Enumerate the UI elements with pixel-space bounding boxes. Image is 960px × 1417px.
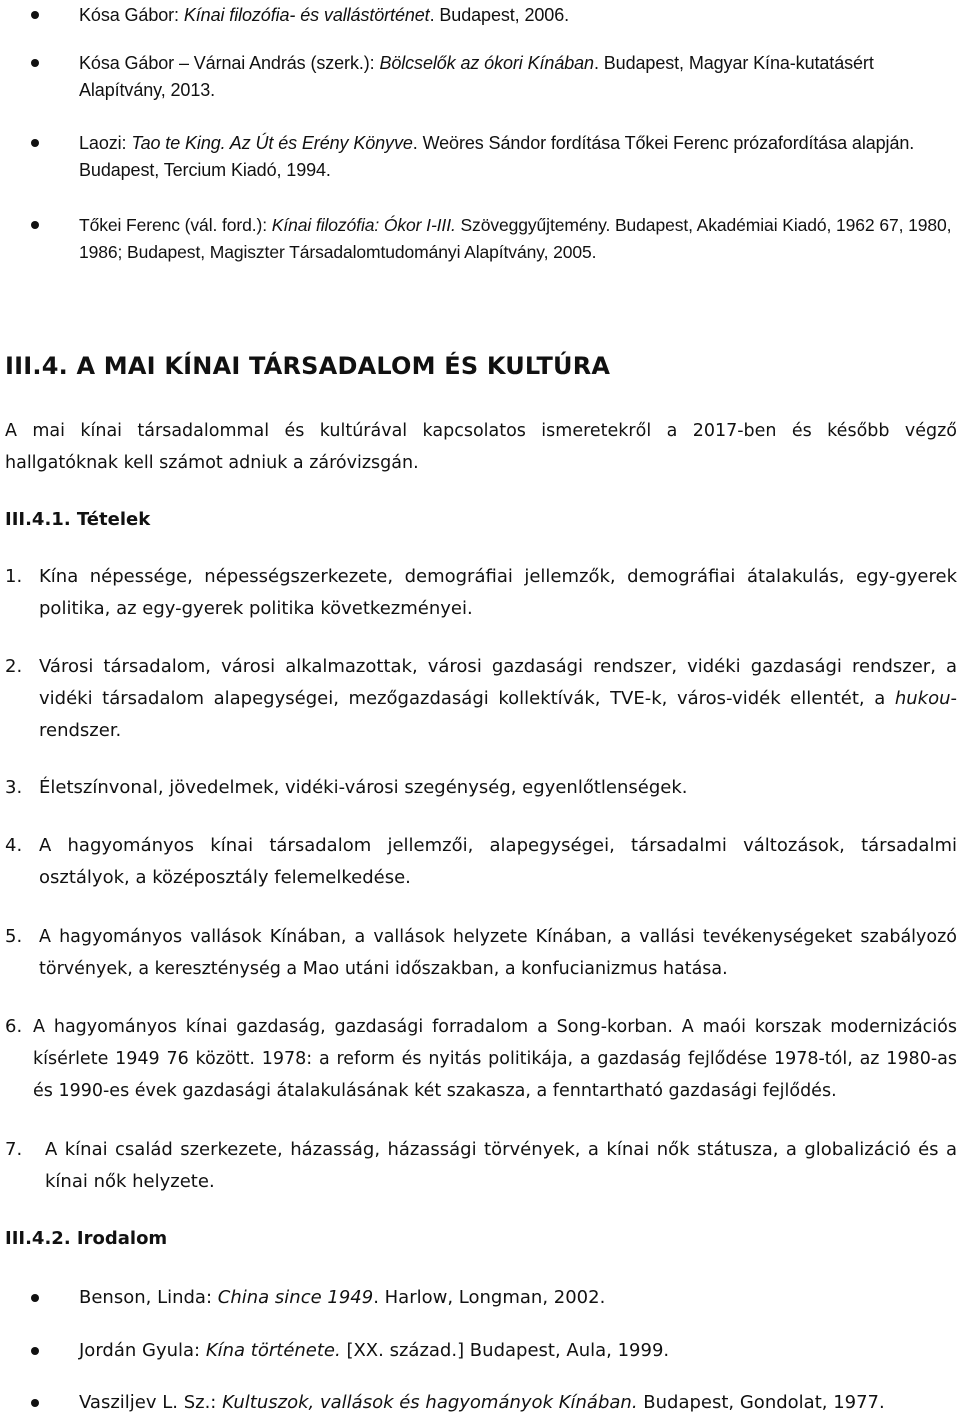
topic-number: 1. bbox=[5, 566, 23, 587]
topic-item bbox=[5, 921, 957, 985]
topic-text: A hagyományos kínai társadalom jellemzői, alapegységei, társadalmi változások, társadalmi osztályok, a középosztály felemelkedése. bbox=[39, 835, 957, 888]
bib-author: Tőkei Ferenc (vál. ford.): bbox=[79, 215, 272, 235]
topic-text: Városi társadalom, városi alkalmazottak, városi gazdasági rendszer, vidéki gazdasági rendszer, a vidéki társadalom alapegységei, mezőgazdasági kollektívák, TVE-k, város-vidék ellentét, a hukou-rendszer. bbox=[39, 656, 957, 741]
topic-number: 6. bbox=[5, 1016, 23, 1037]
topic-number: 5. bbox=[5, 926, 23, 947]
topic-item bbox=[5, 651, 957, 747]
bib-title: Bölcselők az ókori Kínában bbox=[379, 53, 594, 73]
bib-author: Laozi: bbox=[79, 133, 132, 153]
topic-item bbox=[5, 830, 957, 894]
document-page: Kósa Gábor: Kínai filozófia- és vallástörténet. Budapest, 2006. Kósa Gábor – Várnai András (szerk.): Bölcselők az ókori Kínában. Budapest, Magyar Kína-kutatásért Alapítvány, 2013. Laozi: Tao te King. Az Út és Erény Könyve. Weöres Sándor fordítása Tőkei Ferenc prózafordítása alapján. Budapest, Tercium Kiadó, 1994. Tőkei Ferenc (vál. ford.): Kínai filozófia: Ókor I-III. Szöveggyűjtemény. Budapest, Akadémiai Kiadó, 1962 67, 1980, 1986; Budapest, Magiszter Társadalomtudományi Alapítvány, 2005. III.4. A MAI KÍNAI TÁRSADALOM ÉS KULTÚRA A mai kínai társadalommal és kultúrával kapcsolatos ismeretekről a 2017-ben és később végző hallgatóknak kell számot adniuk a záróvizsgán. III.4.1. Tételek 1. Kína népessége, népességszerkezete, demográfiai jellemzők, demográfiai átalakulás, egy-gyerek politika, az egy-gyerek politika következményei. 2. Városi társadalom, városi alkalmazottak, városi gazdasági rendszer, vidéki gazdasági rendszer, a vidéki társadalom alapegységei, mezőgazdasági kollektívák, TVE-k, város-vidék ellentét, a hukou-rendszer. 3. Életszínvonal, jövedelmek, vidéki-városi szegénység, egyenlőtlenségek. 4. A hagyományos kínai társadalom jellemzői, alapegységei, társadalmi változások, társadalmi osztályok, a középosztály felemelkedése. 5. A hagyományos vallások Kínában, a vallások helyzete Kínában, a vallási tevékenységeket szabályozó törvények, a kereszténység a Mao utáni időszakban, a konfucianizmus hatása. 6. A hagyományos kínai gazdaság, gazdasági forradalom a Song-korban. A maói korszak modernizációs kísérlete 1949 76 között. 1978: a reform és nyitás politikája, a gazdaság fejlődése 1978-tól, az 1980-as és 1990-es évek gazdasági átalakulásának két szakasza, a fenntartható gazdasági fejlődés. 7. A kínai család szerkezete, házasság, házassági törvények, a kínai nők státusza, a globalizáció és a kínai nők helyzete. III.4.2. Irodalom Benson, Linda: China since 1949. Harlow, Longman, 2002. Jordán Gyula: Kína története. [XX. század.] Budapest, Aula, 1999. Vaszilјev L. Sz.: Kultuszok, vallások és hagyományok Kínában. Budapest, Gondolat, 1977. bbox=[5, 5, 957, 1413]
intro-paragraph: A mai kínai társadalommal és kultúrával kapcsolatos ismeretekről a 2017-ben és később végző hallgatóknak kell számot adniuk a záróvizsgán. bbox=[5, 421, 957, 473]
bib-publisher: . Weöres Sándor fordítása Tőkei Ferenc prózafordítása alapján. Budapest, Tercium Kiadó, 1994. bbox=[79, 133, 915, 180]
topic-number: 3. bbox=[5, 777, 23, 798]
topic-number: 4. bbox=[5, 835, 23, 856]
bib-title: Kínai filozófia: Ókor I-III. bbox=[271, 215, 456, 235]
bullet-icon bbox=[31, 11, 39, 19]
bib-title: Kínai filozófia- és vallástörténet bbox=[183, 5, 430, 25]
bullet-icon bbox=[31, 59, 39, 67]
bullet-icon bbox=[31, 1399, 39, 1407]
topic-number: 7. bbox=[5, 1139, 23, 1160]
bullet-icon bbox=[31, 1294, 39, 1302]
subheading-topics: III.4.1. Tételek bbox=[5, 509, 151, 530]
topic-text: A kínai család szerkezete, házasság, házassági törvények, a kínai nők státusza, a globalizáció és a kínai nők helyzete. bbox=[45, 1139, 957, 1192]
topic-text: A hagyományos kínai gazdaság, gazdasági forradalom a Song-korban. A maói korszak modernizációs kísérlete 1949 76 között. 1978: a reform és nyitás politikája, a gazdaság fejlődése 1978-tól, az 1980-as és 1990-es évek gazdasági átalakulásának két szakasza, a fenntartható gazdasági fejlődés. bbox=[33, 1017, 957, 1101]
topic-text: Kína népessége, népességszerkezete, demográfiai jellemzők, demográfiai átalakulás, egy-gyerek politika, az egy-gyerek politika következményei. bbox=[39, 566, 957, 619]
topic-item bbox=[5, 1134, 957, 1198]
topic-item bbox=[5, 561, 957, 625]
topic-text: Életszínvonal, jövedelmek, vidéki-városi szegénység, egyenlőtlenségek. bbox=[39, 777, 688, 798]
bib-author: Kósa Gábor: bbox=[79, 5, 184, 25]
bib-publisher: Szöveggyűjtemény. Budapest, Akadémiai Kiadó, 1962 67, 1980, 1986; Budapest, Magiszter Társadalomtudományi Alapítvány, 2005. bbox=[79, 215, 952, 262]
bullet-icon bbox=[31, 221, 39, 229]
section-heading: III.4. A MAI KÍNAI TÁRSADALOM ÉS KULTÚRA bbox=[5, 352, 611, 380]
topic-item bbox=[5, 1011, 957, 1107]
bullet-icon bbox=[31, 139, 39, 147]
subheading-literature: III.4.2. Irodalom bbox=[5, 1228, 168, 1249]
bullet-icon bbox=[31, 1347, 39, 1355]
bib-author: Kósa Gábor – Várnai András (szerk.): bbox=[79, 53, 380, 73]
bib-title: Tao te King. Az Út és Erény Könyve bbox=[131, 133, 413, 153]
topic-number: 2. bbox=[5, 656, 23, 677]
bib-publisher: . Budapest, 2006. bbox=[429, 5, 570, 25]
bib-publisher: . Budapest, Magyar Kína-kutatásért Alapítvány, 2013. bbox=[79, 53, 874, 100]
topic-item bbox=[5, 772, 957, 804]
topic-text: A hagyományos vallások Kínában, a vallások helyzete Kínában, a vallási tevékenységeket szabályozó törvények, a kereszténység a Mao utáni időszakban, a konfucianizmus hatása. bbox=[39, 927, 957, 979]
